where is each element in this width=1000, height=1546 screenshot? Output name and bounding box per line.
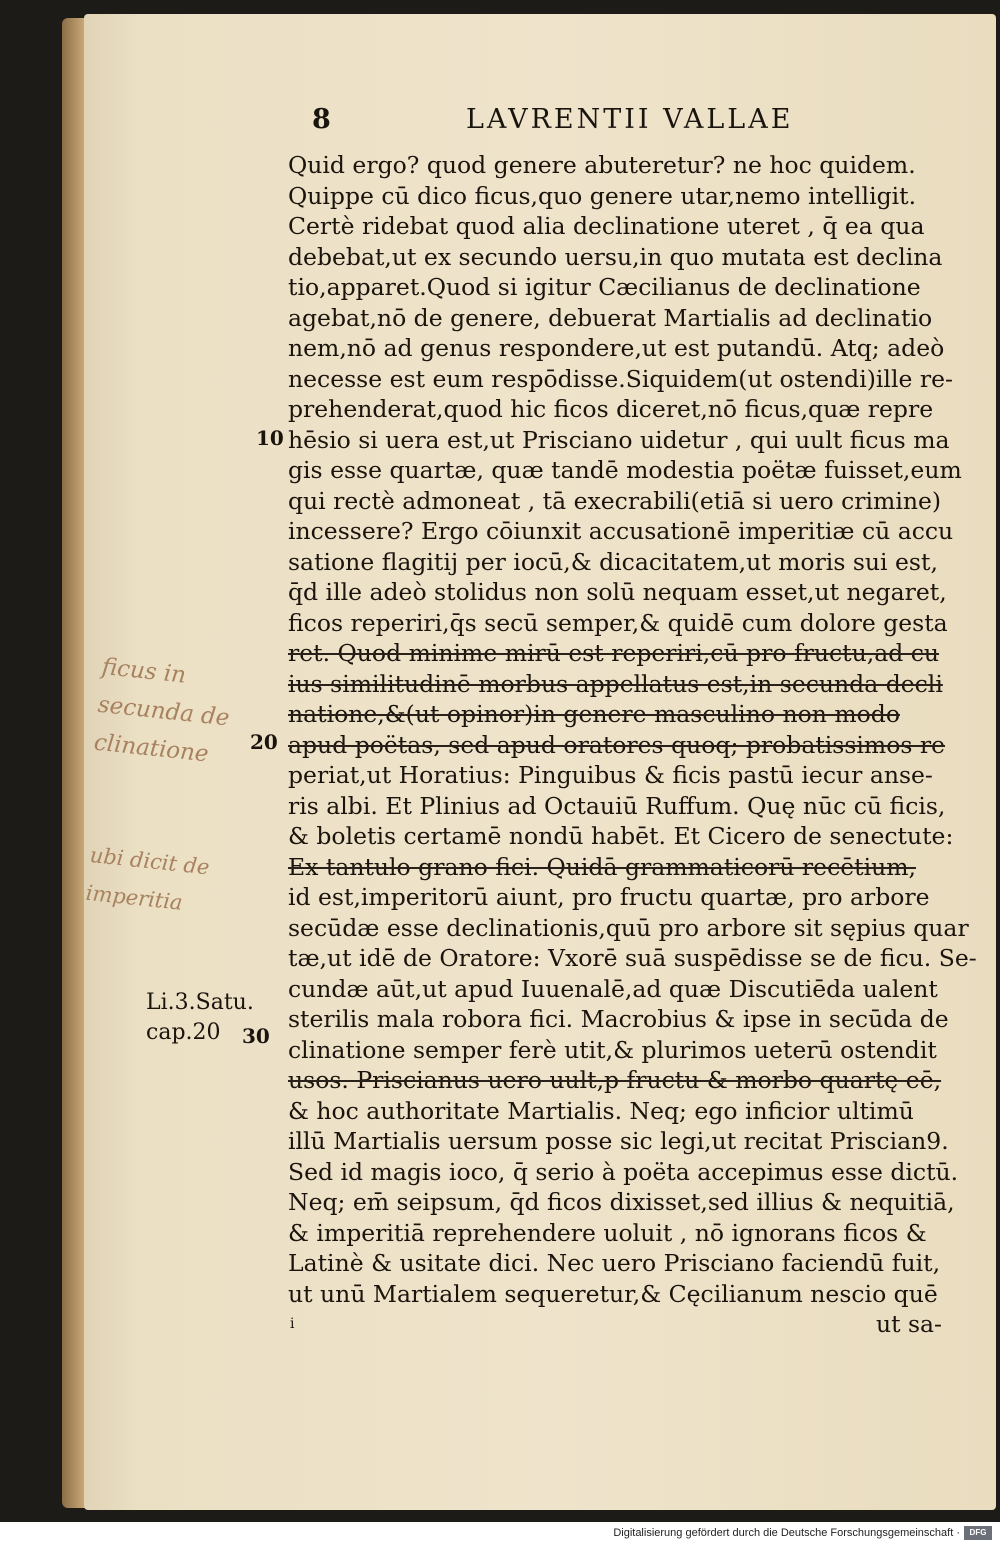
margin-note-line: ubi dicit de (88, 842, 211, 880)
text-line: prehenderat,quod hic ficos diceret,nō ficus,quæ repre (288, 395, 934, 423)
text-line: Quid ergo? quod genere abuteretur? ne hoc quidem. (288, 151, 916, 179)
page-header (306, 104, 846, 144)
line-number-10: 10 (256, 426, 284, 450)
text-line: clinatione semper ferè utit,& plurimos ueterū ostendit (288, 1035, 937, 1064)
text-line: secūdæ esse declinationis,quū pro arbore sit sępius quar (288, 913, 969, 942)
text-line: Ex tantulo grano fici. Quidā grammaticorū recētium, (288, 852, 916, 881)
margin-note-line: clinatione (92, 729, 210, 768)
body-text (288, 150, 977, 1340)
text-line: ut unū Martialem sequeretur,& Cęcilianum nescio quē (288, 1279, 938, 1308)
text-line: id est,imperitorū aiunt, pro fructu quartæ, pro arbore (288, 883, 930, 911)
text-line: q̄d ille adeò stolidus non solū nequam esset,ut negaret, (288, 578, 947, 606)
margin-note-line: ficus in (100, 653, 188, 689)
text-line: ret. Quod minime mirū est reperiri,cū pro fructu,ad cu (288, 639, 940, 667)
text-line: nem,nō ad genus respondere,ut est putandū. Atq; adeò (288, 334, 945, 362)
margin-note-imperitia (84, 836, 211, 924)
text-line: natione,&(ut opinor)in genere masculino non modo (288, 700, 900, 728)
text-line: cundæ aūt,ut apud Iuuenalē,ad quæ Discutiēda ualent (288, 974, 938, 1003)
text-line: & boletis certamē nondū habēt. Et Cicero de senectute: (288, 822, 954, 850)
text-line: satione flagitij per iocū,& dicacitatem,ut moris sui est, (288, 547, 938, 576)
margin-note-line: secunda de (96, 691, 231, 732)
catchword: ut sa- (875, 1310, 942, 1338)
text-line: qui rectè admoneat , tā execrabili(etiā si uero crimine) (288, 486, 942, 515)
folio-number: 8 (312, 104, 331, 135)
text-line: Quippe cū dico ficus,quo genere utar,nemo intelligit. (288, 181, 917, 210)
text-line: Latinè & usitate dici. Nec uero Prisciano faciendū fuit, (288, 1249, 941, 1277)
text-line: necesse est eum respōdisse.Siquidem(ut ostendi)ille re- (288, 364, 953, 393)
text-line: ficos reperiri,q̄s secū semper,& quidē cum dolore gesta (288, 608, 948, 637)
text-line: sterilis mala robora fici. Macrobius & ipse in secūda de (288, 1005, 949, 1033)
text-line: Certè ridebat quod alia declinatione uteret , q̄ ea qua (288, 212, 925, 240)
line-number-30: 30 (242, 1024, 270, 1048)
text-line: incessere? Ergo cōiunxit accusationē imperitiæ cū accu (288, 517, 954, 545)
text-line: ris albi. Et Plinius ad Octauiū Ruffum. Quę nūc cū ficis, (288, 791, 946, 820)
text-line: tæ,ut idē de Oratore: Vxorē suā suspēdisse se de ficu. Se- (288, 944, 977, 972)
running-head: LAVRENTII VALLAE (466, 104, 794, 135)
margin-note-line: imperitia (84, 880, 184, 915)
text-line: & imperitiā reprehendere uoluit , nō ignorans ficos & (288, 1218, 927, 1247)
text-line: Neq; em̄ seipsum, q̄d ficos dixisset,sed illius & nequitiā, (288, 1188, 955, 1216)
text-line: Sed id magis ioco, q̄ serio à poëta accepimus esse dictū. (288, 1157, 959, 1186)
footer-credit: Digitalisierung gefördert durch die Deutsche Forschungsgemeinschaft · (613, 1527, 960, 1539)
text-line: apud poëtas, sed apud oratores quoq; probatissimos re (288, 730, 946, 759)
side-citation (146, 988, 254, 1048)
footer-bar (0, 1522, 1000, 1546)
line-number-20: 20 (250, 730, 278, 754)
text-line: periat,ut Horatius: Pinguibus & ficis pastū iecur anse- (288, 761, 933, 789)
text-line: illū Martialis uersum posse sic legi,ut recitat Priscian9. (288, 1127, 949, 1155)
text-line: ius similitudinē morbus appellatus est,in secunda decli (288, 669, 943, 698)
text-line: debebat,ut ex secundo uersu,in quo mutata est declina (288, 242, 943, 271)
citation-line: Li.3.Satu. (146, 990, 254, 1015)
text-line: hēsio si uera est,ut Prisciano uidetur , qui uult ficus ma (288, 425, 950, 454)
text-line: tio,apparet.Quod si igitur Cæcilianus de declinatione (288, 273, 921, 301)
text-line: usos. Priscianus uero uult,p fructu & morbo quartę eē, (288, 1066, 942, 1094)
text-line: & hoc authoritate Martialis. Neq; ego inficior ultimū (288, 1096, 914, 1125)
margin-note-ficus (92, 648, 235, 775)
signature-mark: i (290, 1316, 295, 1332)
citation-line: cap.20 (146, 1020, 221, 1045)
text-line: gis esse quartæ, quæ tandē modestia poëtæ fuisset,eum (288, 456, 962, 484)
dfg-logo-icon: DFG (964, 1526, 992, 1540)
text-line: agebat,nō de genere, debuerat Martialis ad declinatio (288, 303, 933, 332)
